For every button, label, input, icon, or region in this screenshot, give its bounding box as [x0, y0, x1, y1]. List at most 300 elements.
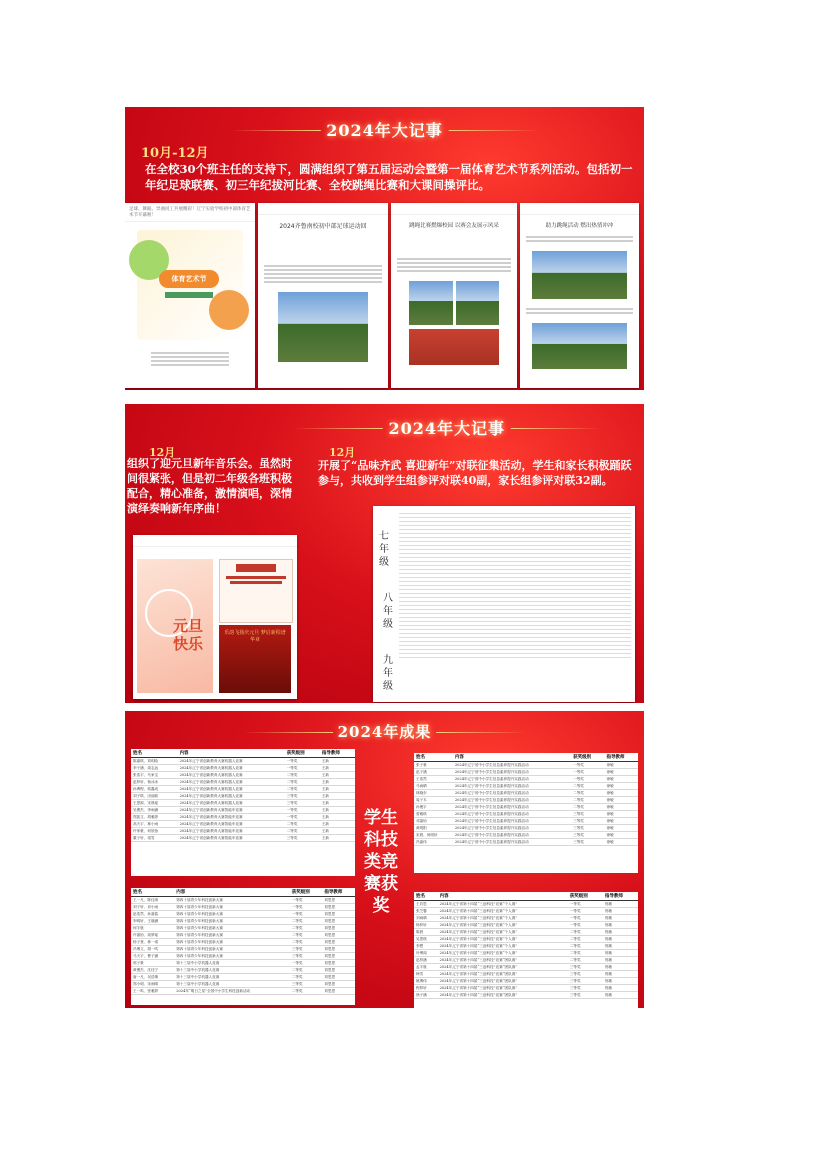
table-cell: 郭敏 — [603, 957, 638, 964]
table-row — [414, 936, 638, 943]
table-cell: 2024年辽宁省创新教育大赛智能车竞赛 — [178, 821, 285, 828]
table-cell: 三等奖 — [571, 839, 604, 846]
table-row — [131, 821, 355, 828]
table-cell: 第四十届青少年科技创新大赛 — [174, 911, 290, 918]
table-cell: 二等奖 — [568, 943, 603, 950]
table-cell: 第十三届中小学机器人竞赛 — [174, 981, 290, 988]
table-row — [414, 978, 638, 985]
table-cell: 三等奖 — [571, 811, 604, 818]
table-cell: 2024年辽宁省第十四届“三创科技”竞赛“团队赛” — [438, 985, 568, 992]
poster-title: 体育艺术节 — [159, 270, 219, 288]
achievements-panel — [125, 711, 644, 1008]
article-card-exercise — [520, 203, 639, 388]
table-cell: 2024年辽宁省中小学生信息素养提升实践活动 — [453, 811, 571, 818]
track-photo — [409, 329, 499, 365]
table-cell: 郭敏 — [603, 943, 638, 950]
table-row — [131, 925, 355, 932]
table-cell: 2024年辽宁省中小学生信息素养提升实践活动 — [453, 839, 571, 846]
table-cell: 吴俊杰、李雨涵 — [131, 807, 178, 814]
table-row — [131, 779, 355, 786]
table-cell: 二等奖 — [571, 797, 604, 804]
article-header: 足球、舞蹈、异曲同工共展精彩！辽宁实验学校初中部体育艺术节开幕啦！ — [125, 203, 255, 222]
article-title: 助力跳绳活动 燃出热情冲冲 — [545, 223, 614, 229]
table-row — [131, 974, 355, 981]
table-cell: 二等奖 — [285, 779, 320, 786]
table-cell: 冯博文、胡一鸣 — [131, 946, 174, 953]
table-cell: 孙博程、郭鑫成 — [131, 786, 178, 793]
article-title: 2024齐鲁南校初中部足球运动回 — [279, 223, 367, 230]
table-cell: 2024年辽宁省第十四届“三创科技”竞赛“团队赛” — [438, 971, 568, 978]
table-cell: 2024年辽宁省第十四届“三创科技”竞赛“团队赛” — [438, 957, 568, 964]
table-cell: 刘思思 — [322, 988, 355, 995]
table-cell: 二等奖 — [571, 804, 604, 811]
table-cell: 三等奖 — [290, 981, 323, 988]
table-cell: 郭敏 — [603, 915, 638, 922]
table-cell: 赵浩然、孙嘉铭 — [131, 911, 174, 918]
table-cell: 赵梓涵 — [414, 957, 438, 964]
event-description: 在全校30个班主任的支持下，圆满组织了第五届运动会暨第一届体育艺术节系列活动。包括初一年纪足球联赛、初三年纪拔河比赛、全校跳绳比赛和大课间操评比。 — [145, 162, 633, 192]
table-cell: 二等奖 — [568, 929, 603, 936]
table-row — [131, 765, 355, 772]
table-cell: 一等奖 — [571, 762, 604, 769]
table-cell: 二等奖 — [290, 967, 323, 974]
table-row — [131, 772, 355, 779]
table-cell: 一等奖 — [568, 922, 603, 929]
event-date: 10月-12月 — [141, 146, 209, 161]
table-cell: 徐敏 — [605, 804, 638, 811]
table-cell: 2024年辽宁省中小学生信息素养提升实践活动 — [453, 832, 571, 839]
exercise-photo-1 — [532, 251, 627, 299]
couplet-list — [399, 510, 631, 661]
col-name: 姓名 — [131, 888, 174, 897]
table-cell: 一等奖 — [290, 897, 323, 904]
table-cell: 王新 — [320, 793, 355, 800]
table-cell: 曾雅琪 — [414, 811, 453, 818]
table-cell: 刘思思 — [322, 960, 355, 967]
col-content: 内容 — [453, 753, 571, 762]
table-row — [131, 828, 355, 835]
table-row — [131, 967, 355, 974]
table-cell: 一等奖 — [290, 911, 323, 918]
panel-banner: 2024年成果 — [337, 723, 432, 741]
table-row — [414, 985, 638, 992]
table-cell: 二等奖 — [290, 918, 323, 925]
table-cell: 陈嘉琪、刘玥晗 — [131, 758, 178, 765]
table-cell: 刘思思 — [322, 974, 355, 981]
table-cell: 第四十届青少年科技创新大赛 — [174, 953, 290, 960]
table-cell: 王新 — [320, 814, 355, 821]
table-cell: 2024年辽宁省创新教育大赛智能车竞赛 — [178, 828, 285, 835]
table-cell: 许嘉怡、周梦瑶 — [131, 932, 174, 939]
table-cell: 一等奖 — [571, 769, 604, 776]
table-cell: 2024年辽宁省创新教育大赛机器人竞赛 — [178, 786, 285, 793]
table-cell: 郭敏 — [603, 971, 638, 978]
table-row — [414, 964, 638, 971]
event-date-right: 12月 — [329, 446, 356, 459]
table-cell: 郑凯文、胡雅婷 — [131, 814, 178, 821]
table-cell: 赵子涵 — [414, 769, 453, 776]
table-cell: 董子轩、梁雪 — [131, 835, 178, 842]
section-title: 学生科技类竞赛获奖 — [364, 808, 398, 916]
table-cell: 二等奖 — [290, 925, 323, 932]
table-row — [414, 776, 638, 783]
table-cell: 2024年辽宁省中小学生信息素养提升实践活动 — [453, 790, 571, 797]
table-cell: 高天宇、林小雨 — [131, 821, 178, 828]
col-level: 获奖级别 — [290, 888, 323, 897]
table-cell: 第四十届青少年科技创新大赛 — [174, 897, 290, 904]
table-row — [131, 904, 355, 911]
table-cell: 徐敏 — [605, 839, 638, 846]
table-cell: 王思源、宋晨瑶 — [131, 800, 178, 807]
table-row — [414, 915, 638, 922]
table-row — [131, 981, 355, 988]
table-cell: 二等奖 — [290, 974, 323, 981]
award-table-d — [414, 892, 638, 1008]
table-row — [131, 835, 355, 842]
table-row — [414, 992, 638, 999]
table-cell: 刘子轩、邓小雨 — [131, 904, 174, 911]
table-row — [414, 908, 638, 915]
table-row — [414, 922, 638, 929]
table-row — [414, 762, 638, 769]
col-content: 内容 — [174, 888, 290, 897]
table-row — [414, 839, 638, 846]
table-cell: 徐敏 — [605, 790, 638, 797]
table-cell: 郭敏 — [603, 901, 638, 908]
table-cell: 2024年辽宁省中小学生信息素养提升实践活动 — [453, 825, 571, 832]
new-year-poster — [137, 559, 213, 693]
table-cell: 二等奖 — [290, 939, 323, 946]
table-cell: 2024年辽宁省第十四届“三创科技”竞赛“团队赛” — [438, 964, 568, 971]
grade-label-9: 九年级 — [383, 655, 393, 692]
jumprope-photo-2 — [456, 281, 500, 325]
table-cell: 三等奖 — [290, 953, 323, 960]
table-cell: 2024年辽宁省创新教育大赛机器人竞赛 — [178, 772, 285, 779]
table-cell: 2024年辽宁省第十四届“三创科技”竞赛“个人赛” — [438, 929, 568, 936]
table-cell: 2024年辽宁省第十四届“三创科技”竞赛“个人赛” — [438, 901, 568, 908]
table-cell: 刘思思 — [322, 918, 355, 925]
festival-poster — [137, 230, 243, 340]
table-cell: 第四十届青少年科技创新大赛 — [174, 904, 290, 911]
table-cell: 2024年辽宁省创新教育大赛机器人竞赛 — [178, 793, 285, 800]
table-row — [414, 797, 638, 804]
table-cell: 徐敏 — [605, 832, 638, 839]
table-row — [131, 793, 355, 800]
table-cell: 刘思思 — [322, 939, 355, 946]
table-cell: 周子木 — [414, 797, 453, 804]
col-name: 姓名 — [414, 892, 438, 901]
table-cell: 2024年辽宁省中小学生信息素养提升实践活动 — [453, 783, 571, 790]
table-cell: 王若思 — [414, 901, 438, 908]
table-row — [131, 758, 355, 765]
table-cell: 2024年辽宁省第十四届“三创科技”竞赛“个人赛” — [438, 936, 568, 943]
article-card-festival — [125, 203, 255, 388]
table-cell: 一等奖 — [290, 904, 323, 911]
table-cell: 2024年“明日之星”全国中小学生科技创新活动 — [174, 988, 290, 995]
table-cell: 徐敏 — [605, 783, 638, 790]
table-cell: 三等奖 — [290, 946, 323, 953]
table-cell: 2024年辽宁省第十四届“三创科技”竞赛“个人赛” — [438, 943, 568, 950]
jumprope-photo-1 — [409, 281, 453, 325]
col-teacher: 指导教师 — [605, 753, 638, 762]
table-cell: 王新 — [320, 821, 355, 828]
table-cell: 程梓轩 — [414, 985, 438, 992]
table-cell: 二等奖 — [285, 828, 320, 835]
table-cell: 刘雨晴 — [414, 915, 438, 922]
table-cell: 2024年辽宁省创新教育大赛机器人竞赛 — [178, 800, 285, 807]
table-cell: 徐敏 — [605, 825, 638, 832]
table-cell: 黄明阳 — [414, 825, 453, 832]
table-cell: 郭敏 — [603, 922, 638, 929]
table-cell: 二等奖 — [290, 932, 323, 939]
table-cell: 王浩然 — [414, 776, 453, 783]
table-cell: 三等奖 — [568, 985, 603, 992]
table-cell: 一等奖 — [285, 807, 320, 814]
table-cell: 2024年辽宁省创新教育大赛智能车竞赛 — [178, 835, 285, 842]
table-row — [414, 901, 638, 908]
table-cell: 一等奖 — [285, 814, 320, 821]
table-cell: 2024年辽宁省创新教育大赛机器人竞赛 — [178, 758, 285, 765]
table-cell: 2024年辽宁省中小学生信息素养提升实践活动 — [453, 797, 571, 804]
table-cell: 2024年辽宁省第十四届“三创科技”竞赛“团队赛” — [438, 978, 568, 985]
table-row — [131, 897, 355, 904]
table-cell: 叶博闻 — [414, 950, 438, 957]
table-cell: 唐一凡、吴语嫣 — [131, 974, 174, 981]
table-row — [131, 911, 355, 918]
table-row — [414, 950, 638, 957]
table-cell: 王新 — [320, 800, 355, 807]
table-cell: 张浩宇、马家宝 — [131, 772, 178, 779]
table-cell: 第四十届青少年科技创新大赛 — [174, 939, 290, 946]
table-cell: 徐敏 — [605, 762, 638, 769]
table-cell: 许家豪、何欣怡 — [131, 828, 178, 835]
table-cell: 张子豪 — [414, 762, 453, 769]
table-cell: 王一凡、陈佳琪 — [131, 897, 174, 904]
poster-greeting: 元旦快乐 — [173, 617, 204, 653]
table-cell: 杨子萱、林一诺 — [131, 939, 174, 946]
stage-photo — [219, 625, 291, 693]
table-cell: 刘思思 — [322, 925, 355, 932]
table-cell: 郑小明、宋雨晴 — [131, 981, 174, 988]
col-teacher: 指导教师 — [322, 888, 355, 897]
table-cell: 赵梓轩、杨冰冰 — [131, 779, 178, 786]
table-cell: 三等奖 — [285, 800, 320, 807]
table-cell: 王新 — [320, 765, 355, 772]
award-table-a — [131, 749, 355, 876]
table-cell: 李明轩、王晓涵 — [131, 918, 174, 925]
table-row — [131, 953, 355, 960]
table-row — [414, 825, 638, 832]
table-row — [131, 932, 355, 939]
table-cell: 王新 — [320, 828, 355, 835]
table-cell: 张芝馨 — [414, 908, 438, 915]
table-cell: 刘思思 — [322, 981, 355, 988]
table-row — [131, 800, 355, 807]
table-cell: 第十三届中小学机器人竞赛 — [174, 967, 290, 974]
table-cell: 2024年辽宁省第十四届“三创科技”竞赛“个人赛” — [438, 908, 568, 915]
table-cell: 王新 — [320, 807, 355, 814]
couplet-results-document — [373, 506, 635, 702]
table-cell: 刘思思 — [322, 897, 355, 904]
concert-description: 组织了迎元旦新年音乐会。虽然时间很紧张，但是初二年级各班积极配合，精心准备，激情演唱，深情演绎奏响新年序曲！ — [127, 457, 292, 515]
concert-article — [133, 535, 297, 699]
table-cell: 郭子豪 — [131, 960, 174, 967]
article-title: 跳绳比赛燃爆校园 以赛会友展示风采 — [409, 223, 499, 229]
events-panel-oct-dec — [125, 107, 644, 390]
table-cell: 郭敏 — [603, 908, 638, 915]
table-cell: 郭敏 — [603, 992, 638, 999]
table-cell: 刘思思 — [322, 911, 355, 918]
table-cell: 王新 — [320, 779, 355, 786]
table-cell: 郭敏 — [603, 929, 638, 936]
table-cell: 李想 — [414, 943, 438, 950]
table-cell: 马雨晴 — [414, 783, 453, 790]
table-cell: 2024年辽宁省中小学生信息素养提升实践活动 — [453, 762, 571, 769]
table-cell: 姚博伟 — [414, 978, 438, 985]
table-cell: 二等奖 — [571, 783, 604, 790]
col-level: 获奖级别 — [568, 892, 603, 901]
table-cell: 2024年辽宁省创新教育大赛智能车竞赛 — [178, 807, 285, 814]
table-cell: 三等奖 — [571, 825, 604, 832]
article-card-jumprope — [391, 203, 517, 388]
program-poster — [219, 559, 293, 623]
table-cell: 二等奖 — [285, 821, 320, 828]
table-cell: 徐敏 — [605, 811, 638, 818]
article-card-football — [258, 203, 388, 388]
table-cell: 吴思琪 — [414, 936, 438, 943]
table-cell: 一等奖 — [568, 915, 603, 922]
table-cell: 王一鸣、张雅婷 — [131, 988, 174, 995]
table-cell: 二等奖 — [290, 988, 323, 995]
table-cell: 三等奖 — [571, 818, 604, 825]
col-name: 姓名 — [414, 753, 453, 762]
table-cell: 郭敏 — [603, 964, 638, 971]
table-cell: 刘思思 — [322, 932, 355, 939]
exercise-photo-2 — [532, 323, 627, 369]
table-cell: 2024年辽宁省创新教育大赛智能车竞赛 — [178, 814, 285, 821]
table-cell: 2024年辽宁省第十四届“三创科技”竞赛“个人赛” — [438, 922, 568, 929]
table-cell: 二等奖 — [285, 772, 320, 779]
events-panel-december — [125, 404, 644, 703]
col-name: 姓名 — [131, 749, 178, 758]
table-row — [414, 832, 638, 839]
table-cell: 徐敏 — [605, 769, 638, 776]
table-cell: 第四十届青少年科技创新大赛 — [174, 925, 290, 932]
table-row — [131, 786, 355, 793]
table-row — [414, 818, 638, 825]
table-cell: 徐子涵 — [414, 992, 438, 999]
table-cell: 徐敏 — [605, 776, 638, 783]
table-cell: 宋晨、何明轩 — [414, 832, 453, 839]
table-cell: 徐敏 — [605, 818, 638, 825]
table-row — [414, 804, 638, 811]
table-cell: 王新 — [320, 758, 355, 765]
table-row — [131, 807, 355, 814]
table-row — [131, 814, 355, 821]
table-cell: 一等奖 — [568, 901, 603, 908]
table-cell: 三等奖 — [285, 793, 320, 800]
event-date-left: 12月 — [149, 446, 176, 459]
table-cell: 2024年辽宁省中小学生信息素养提升实践活动 — [453, 769, 571, 776]
table-row — [414, 790, 638, 797]
table-cell: 第四十届青少年科技创新大赛 — [174, 946, 290, 953]
table-cell: 刘思思 — [322, 904, 355, 911]
table-cell: 三等奖 — [568, 964, 603, 971]
table-cell: 黄俊杰、沈佳宁 — [131, 967, 174, 974]
table-cell: 二等奖 — [568, 936, 603, 943]
table-cell: 邓嘉怡 — [414, 818, 453, 825]
football-photo — [278, 292, 368, 362]
table-row — [414, 971, 638, 978]
col-teacher: 指导教师 — [603, 892, 638, 901]
table-row — [131, 988, 355, 995]
table-cell: 一等奖 — [285, 765, 320, 772]
table-cell: 马天宇、曹子涵 — [131, 953, 174, 960]
table-cell: 杨梓轩 — [414, 922, 438, 929]
table-cell: 二等奖 — [571, 790, 604, 797]
table-row — [131, 918, 355, 925]
panel-banner: 2024年大记事 — [388, 416, 505, 439]
table-cell: 徐敏 — [605, 797, 638, 804]
table-cell: 2024年辽宁省创新教育大赛机器人竞赛 — [178, 779, 285, 786]
table-cell: 三等奖 — [568, 971, 603, 978]
table-cell: 2024年辽宁省中小学生信息素养提升实践活动 — [453, 804, 571, 811]
table-cell: 郭敏 — [603, 936, 638, 943]
table-cell: 2024年辽宁省第十四届“三创科技”竞赛“团队赛” — [438, 992, 568, 999]
col-teacher: 指导教师 — [320, 749, 355, 758]
table-cell: 孙俊宇 — [414, 804, 453, 811]
table-cell: 林晓东 — [414, 790, 453, 797]
col-content: 内容 — [438, 892, 568, 901]
table-cell: 何宇航 — [131, 925, 174, 932]
grade-label-7: 七年级 — [379, 531, 389, 568]
table-cell: 2024年辽宁省第十四届“三创科技”竞赛“个人赛” — [438, 950, 568, 957]
table-cell: 刘思思 — [322, 953, 355, 960]
table-cell: 刘思思 — [322, 967, 355, 974]
table-cell: 2024年辽宁省第十四届“三创科技”竞赛“个人赛” — [438, 915, 568, 922]
table-cell: 刘子琪、田丽莉 — [131, 793, 178, 800]
table-cell: 王新 — [320, 772, 355, 779]
col-level: 获奖级别 — [571, 753, 604, 762]
table-cell: 一等奖 — [290, 960, 323, 967]
table-cell: 郭敏 — [603, 950, 638, 957]
table-cell: 郭敏 — [603, 978, 638, 985]
table-cell: 一等奖 — [568, 908, 603, 915]
table-row — [414, 783, 638, 790]
table-cell: 第十三届中小学机器人竞赛 — [174, 960, 290, 967]
table-row — [131, 939, 355, 946]
table-cell: 一等奖 — [285, 758, 320, 765]
couplet-description: 开展了“品味齐武 喜迎新年”对联征集活动，学生和家长积极踊跃参与，共收到学生组参评对联40副，家长组参评对联32副。 — [318, 459, 632, 487]
table-cell: 刘思思 — [322, 946, 355, 953]
table-cell: 孟宇航 — [414, 964, 438, 971]
table-cell: 王新 — [320, 786, 355, 793]
table-cell: 冯嘉伟 — [414, 839, 453, 846]
table-cell: 三等奖 — [285, 835, 320, 842]
table-row — [414, 957, 638, 964]
table-row — [131, 960, 355, 967]
table-cell: 2024年辽宁省中小学生信息素养提升实践活动 — [453, 776, 571, 783]
col-level: 获奖级别 — [285, 749, 320, 758]
table-cell: 第四十届青少年科技创新大赛 — [174, 932, 290, 939]
table-cell: 二等奖 — [568, 950, 603, 957]
table-cell: 三等奖 — [571, 832, 604, 839]
col-content: 内容 — [178, 749, 285, 758]
table-cell: 第四十届青少年科技创新大赛 — [174, 918, 290, 925]
table-row — [414, 811, 638, 818]
table-row — [131, 946, 355, 953]
table-row — [414, 943, 638, 950]
